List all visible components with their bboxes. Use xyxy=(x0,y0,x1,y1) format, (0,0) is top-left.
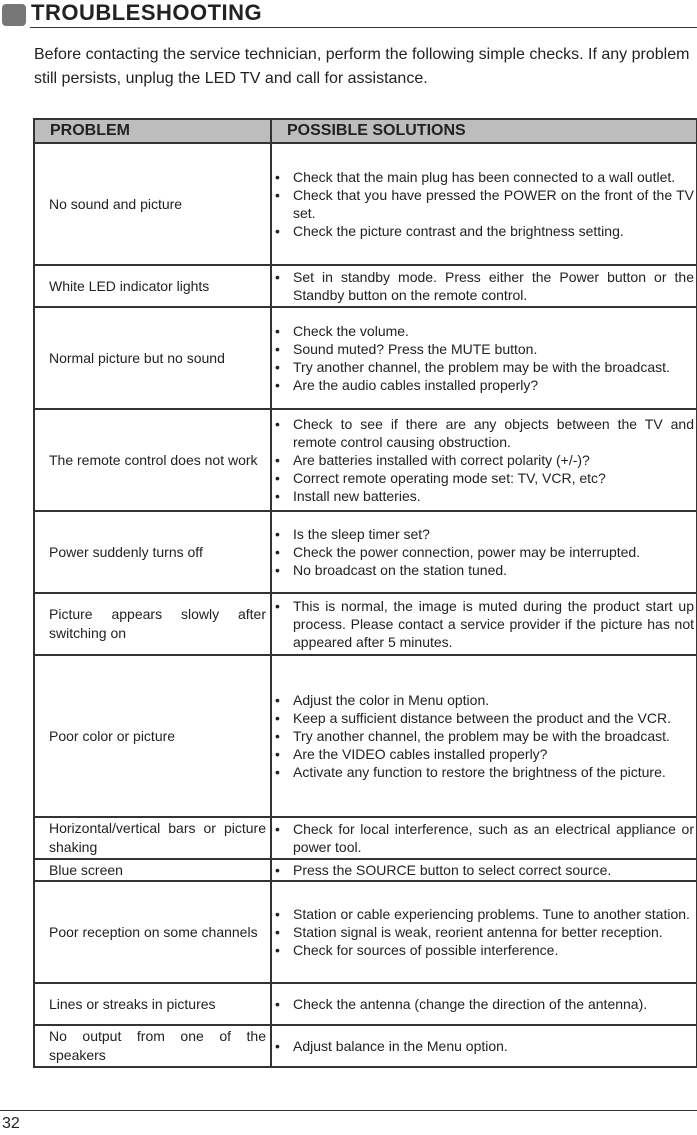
solutions-cell xyxy=(271,593,697,655)
solutions-list xyxy=(274,597,694,651)
solution-item: • Are the VIDEO cables installed properly? xyxy=(274,745,694,763)
troubleshooting-table xyxy=(33,118,697,1068)
table-row xyxy=(34,859,697,881)
solution-item: • Try another channel, the problem may be with the broadcast. xyxy=(274,358,694,376)
solution-item: • Press the SOURCE button to select correct source. xyxy=(274,861,694,879)
header-rule xyxy=(30,27,697,28)
solution-item: • Station or cable experiencing problems. Tune to another station. xyxy=(274,905,694,923)
solution-item: • Install new batteries. xyxy=(274,487,694,505)
solution-item: • Try another channel, the problem may be with the broadcast. xyxy=(274,727,694,745)
problem-cell: Poor color or picture xyxy=(34,655,271,817)
column-header-problem: PROBLEM xyxy=(34,119,271,143)
solutions-cell xyxy=(271,409,697,511)
solution-item: • Check that you have pressed the POWER on the front of the TV set. xyxy=(274,186,694,222)
table-row xyxy=(34,881,697,983)
solution-item: • Check the antenna (change the direction of the antenna). xyxy=(274,995,694,1013)
solution-item: • Check the power connection, power may be interrupted. xyxy=(274,543,694,561)
footer-rule xyxy=(0,1110,697,1111)
solution-item: • Check for sources of possible interference. xyxy=(274,941,694,959)
solution-item: • Are the audio cables installed properly? xyxy=(274,376,694,394)
solution-item: • Is the sleep timer set? xyxy=(274,525,694,543)
solution-item: • Check that the main plug has been connected to a wall outlet. xyxy=(274,168,694,186)
solutions-cell xyxy=(271,859,697,881)
table-row xyxy=(34,265,697,307)
solutions-cell xyxy=(271,1025,697,1067)
solutions-list xyxy=(274,820,694,856)
solution-item: • Are batteries installed with correct polarity (+/-)? xyxy=(274,451,694,469)
table-header-row xyxy=(34,119,697,143)
solutions-list xyxy=(274,322,694,394)
table-row xyxy=(34,409,697,511)
solutions-list xyxy=(274,1037,694,1055)
solution-item: • Station signal is weak, reorient antenna for better reception. xyxy=(274,923,694,941)
solution-item: • Check the picture contrast and the brightness setting. xyxy=(274,222,694,240)
solutions-cell xyxy=(271,881,697,983)
problem-cell: No output from one of the speakers xyxy=(34,1025,271,1067)
solution-item: • Adjust balance in the Menu option. xyxy=(274,1037,694,1055)
table-row xyxy=(34,593,697,655)
intro-paragraph: Before contacting the service technician, perform the following simple checks. If any problem still persists, unplug the LED TV and call for assistance. xyxy=(34,46,690,87)
solution-item: • Activate any function to restore the brightness of the picture. xyxy=(274,763,694,781)
solution-item: • Correct remote operating mode set: TV, VCR, etc? xyxy=(274,469,694,487)
solution-item: • Sound muted? Press the MUTE button. xyxy=(274,340,694,358)
solutions-list xyxy=(274,168,694,240)
solutions-cell xyxy=(271,511,697,593)
header-tab-marker xyxy=(2,4,26,26)
solutions-list xyxy=(274,861,694,879)
solutions-list xyxy=(274,268,694,304)
solutions-cell xyxy=(271,307,697,409)
page-number: 32 xyxy=(2,1115,20,1132)
solution-item: • This is normal, the image is muted during the product start up process. Please contact a service provider if the picture has not appeared after 5 minutes. xyxy=(274,597,694,651)
table-row xyxy=(34,983,697,1025)
solution-item: • No broadcast on the station tuned. xyxy=(274,561,694,579)
problem-cell: Blue screen xyxy=(34,859,271,881)
solution-item: • Check for local interference, such as an electrical appliance or power tool. xyxy=(274,820,694,856)
column-header-solutions: POSSIBLE SOLUTIONS xyxy=(271,119,697,143)
table-body xyxy=(34,143,697,1067)
table-row xyxy=(34,655,697,817)
solutions-cell xyxy=(271,265,697,307)
problem-cell: Normal picture but no sound xyxy=(34,307,271,409)
solution-item: • Keep a sufficient distance between the product and the VCR. xyxy=(274,709,694,727)
solutions-list xyxy=(274,995,694,1013)
problem-cell: Poor reception on some channels xyxy=(34,881,271,983)
solution-item: • Check the volume. xyxy=(274,322,694,340)
problem-cell: Power suddenly turns off xyxy=(34,511,271,593)
problem-cell: Picture appears slowly after switching on xyxy=(34,593,271,655)
solution-item: • Adjust the color in Menu option. xyxy=(274,691,694,709)
table-row xyxy=(34,511,697,593)
table-row xyxy=(34,1025,697,1067)
solutions-list xyxy=(274,905,694,959)
problem-cell: White LED indicator lights xyxy=(34,265,271,307)
table-row xyxy=(34,307,697,409)
solutions-list xyxy=(274,525,694,579)
solution-item: • Check to see if there are any objects between the TV and remote control causing obstruction. xyxy=(274,415,694,451)
solutions-list xyxy=(274,691,694,781)
solutions-list xyxy=(274,415,694,505)
problem-cell: Horizontal/vertical bars or picture shaking xyxy=(34,817,271,859)
table-row xyxy=(34,817,697,859)
page-title: TROUBLESHOOTING xyxy=(31,0,263,25)
table-row xyxy=(34,143,697,265)
problem-cell: The remote control does not work xyxy=(34,409,271,511)
solutions-cell xyxy=(271,983,697,1025)
solution-item: • Set in standby mode. Press either the Power button or the Standby button on the remote control. xyxy=(274,268,694,304)
solutions-cell xyxy=(271,655,697,817)
problem-cell: No sound and picture xyxy=(34,143,271,265)
page-header xyxy=(0,0,697,30)
solutions-cell xyxy=(271,143,697,265)
solutions-cell xyxy=(271,817,697,859)
problem-cell: Lines or streaks in pictures xyxy=(34,983,271,1025)
